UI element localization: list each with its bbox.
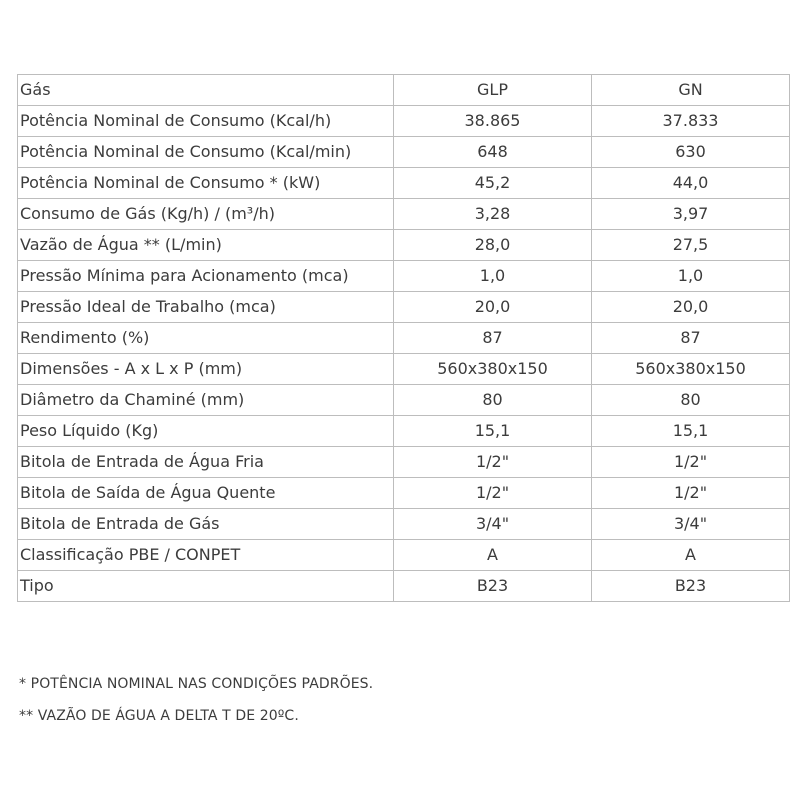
row-label: Classificação PBE / CONPET — [18, 540, 394, 571]
row-glp-value: 3,28 — [394, 199, 592, 230]
row-glp-value: 1,0 — [394, 261, 592, 292]
table-row — [18, 199, 790, 230]
table-row — [18, 540, 790, 571]
table-row — [18, 416, 790, 447]
table-row — [18, 168, 790, 199]
row-label: Bitola de Entrada de Água Fria — [18, 447, 394, 478]
row-label: Potência Nominal de Consumo * (kW) — [18, 168, 394, 199]
row-gn-value: 630 — [592, 137, 790, 168]
table-row — [18, 385, 790, 416]
row-gn-value: 1/2" — [592, 447, 790, 478]
row-glp-value: 28,0 — [394, 230, 592, 261]
row-glp-value: 38.865 — [394, 106, 592, 137]
row-gn-value: 20,0 — [592, 292, 790, 323]
row-label: Rendimento (%) — [18, 323, 394, 354]
row-gn-value: 3,97 — [592, 199, 790, 230]
row-glp-value: 87 — [394, 323, 592, 354]
row-gn-value: A — [592, 540, 790, 571]
header-gn: GN — [592, 75, 790, 106]
row-label: Peso Líquido (Kg) — [18, 416, 394, 447]
row-label: Bitola de Entrada de Gás — [18, 509, 394, 540]
row-label: Consumo de Gás (Kg/h) / (m³/h) — [18, 199, 394, 230]
row-glp-value: 45,2 — [394, 168, 592, 199]
row-glp-value: 15,1 — [394, 416, 592, 447]
table-row — [18, 292, 790, 323]
row-glp-value: 1/2" — [394, 447, 592, 478]
row-label: Potência Nominal de Consumo (Kcal/min) — [18, 137, 394, 168]
row-gn-value: 27,5 — [592, 230, 790, 261]
table-row — [18, 261, 790, 292]
table-row — [18, 230, 790, 261]
table-row — [18, 323, 790, 354]
header-gas-label: Gás — [18, 75, 394, 106]
row-gn-value: 3/4" — [592, 509, 790, 540]
table-row — [18, 509, 790, 540]
row-gn-value: 1/2" — [592, 478, 790, 509]
row-glp-value: 3/4" — [394, 509, 592, 540]
row-glp-value: 648 — [394, 137, 592, 168]
row-glp-value: B23 — [394, 571, 592, 602]
row-label: Diâmetro da Chaminé (mm) — [18, 385, 394, 416]
table-row — [18, 137, 790, 168]
row-gn-value: 560x380x150 — [592, 354, 790, 385]
row-gn-value: 1,0 — [592, 261, 790, 292]
specs-table — [17, 74, 790, 602]
row-gn-value: 15,1 — [592, 416, 790, 447]
row-glp-value: 1/2" — [394, 478, 592, 509]
row-label: Potência Nominal de Consumo (Kcal/h) — [18, 106, 394, 137]
row-glp-value: 20,0 — [394, 292, 592, 323]
table-header-row — [18, 75, 790, 106]
row-glp-value: 560x380x150 — [394, 354, 592, 385]
row-gn-value: 87 — [592, 323, 790, 354]
table-row — [18, 106, 790, 137]
footnote-water-flow: ** VAZÃO DE ÁGUA A DELTA T DE 20ºC. — [19, 708, 299, 724]
row-label: Vazão de Água ** (L/min) — [18, 230, 394, 261]
row-gn-value: 80 — [592, 385, 790, 416]
row-gn-value: B23 — [592, 571, 790, 602]
table-row — [18, 354, 790, 385]
footnotes — [19, 673, 373, 737]
row-label: Dimensões - A x L x P (mm) — [18, 354, 394, 385]
row-label: Pressão Ideal de Trabalho (mca) — [18, 292, 394, 323]
row-gn-value: 37.833 — [592, 106, 790, 137]
footnote-power: * POTÊNCIA NOMINAL NAS CONDIÇÕES PADRÕES. — [19, 676, 374, 692]
table-row — [18, 571, 790, 602]
row-label: Bitola de Saída de Água Quente — [18, 478, 394, 509]
table-row — [18, 478, 790, 509]
row-label: Pressão Mínima para Acionamento (mca) — [18, 261, 394, 292]
row-gn-value: 44,0 — [592, 168, 790, 199]
table-row — [18, 447, 790, 478]
row-glp-value: 80 — [394, 385, 592, 416]
row-label: Tipo — [18, 571, 394, 602]
header-glp: GLP — [394, 75, 592, 106]
row-glp-value: A — [394, 540, 592, 571]
